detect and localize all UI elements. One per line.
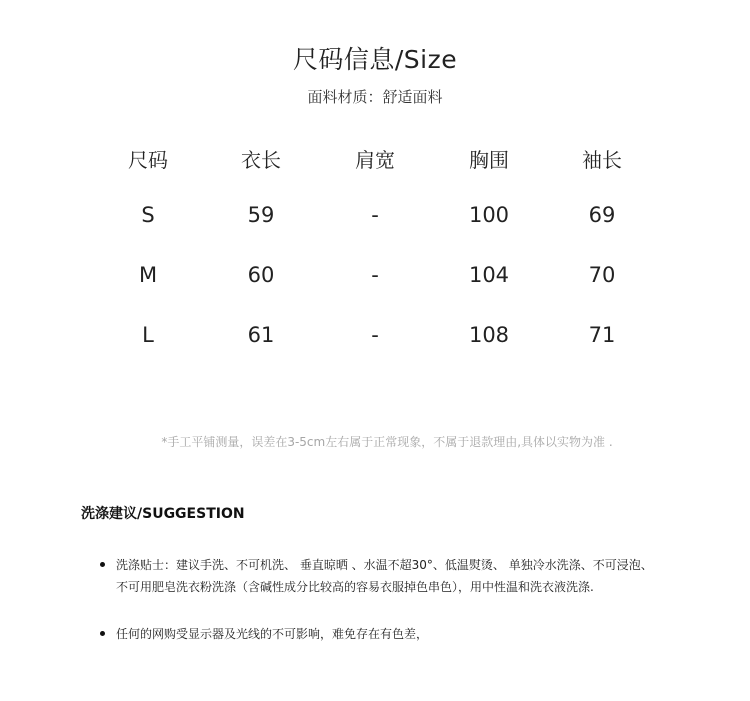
table-cell-shoulder: -: [371, 323, 379, 347]
table-cell-sleeve: 71: [588, 323, 616, 347]
table-cell-length: 59: [247, 203, 275, 227]
table-cell-shoulder: -: [371, 203, 379, 227]
table-cell-chest: 104: [468, 263, 510, 287]
table-cell-size: L: [142, 323, 154, 347]
washing-tip-line-2: 不可用肥皂洗衣粉洗涤（含碱性成分比较高的容易衣服掉色串色），用中性温和洗衣液洗涤.: [116, 580, 594, 594]
list-item: [100, 623, 660, 645]
material-info: 面料材质：舒适面料: [307, 88, 443, 106]
table-cell-chest: 108: [468, 323, 510, 347]
color-difference-note: 任何的网购受显示器及光线的不可影响，难免存在有色差，: [116, 627, 429, 641]
table-cell-length: 60: [247, 263, 275, 287]
page-title: 尺码信息/Size: [292, 45, 458, 74]
table-cell-shoulder: -: [371, 263, 379, 287]
column-header-chest: 胸围: [469, 148, 509, 172]
table-cell-size: S: [141, 203, 155, 227]
column-header-shoulder: 肩宽: [355, 148, 395, 172]
column-header-size: 尺码: [128, 148, 168, 172]
table-cell-sleeve: 69: [588, 203, 616, 227]
table-cell-sleeve: 70: [588, 263, 616, 287]
list-item: [100, 554, 660, 598]
table-cell-chest: 100: [468, 203, 510, 227]
table-cell-size: M: [138, 263, 158, 287]
suggestion-title: 洗涤建议/SUGGESTION: [81, 506, 245, 522]
column-header-sleeve: 袖长: [582, 148, 622, 172]
bullet-icon: [100, 562, 105, 567]
washing-tip-line-1: 洗涤贴士：建议手洗、不可机洗、 垂直晾晒 、水温不超30°、低温熨烫、 单独冷水洗涤、不可浸泡、: [116, 558, 653, 572]
measurement-note: *手工平铺测量，误差在3-5cm左右属于正常现象，不属于退款理由,具体以实物为准 .: [161, 435, 613, 449]
table-cell-length: 61: [247, 323, 275, 347]
column-header-length: 衣长: [241, 148, 281, 172]
bullet-icon: [100, 631, 105, 636]
